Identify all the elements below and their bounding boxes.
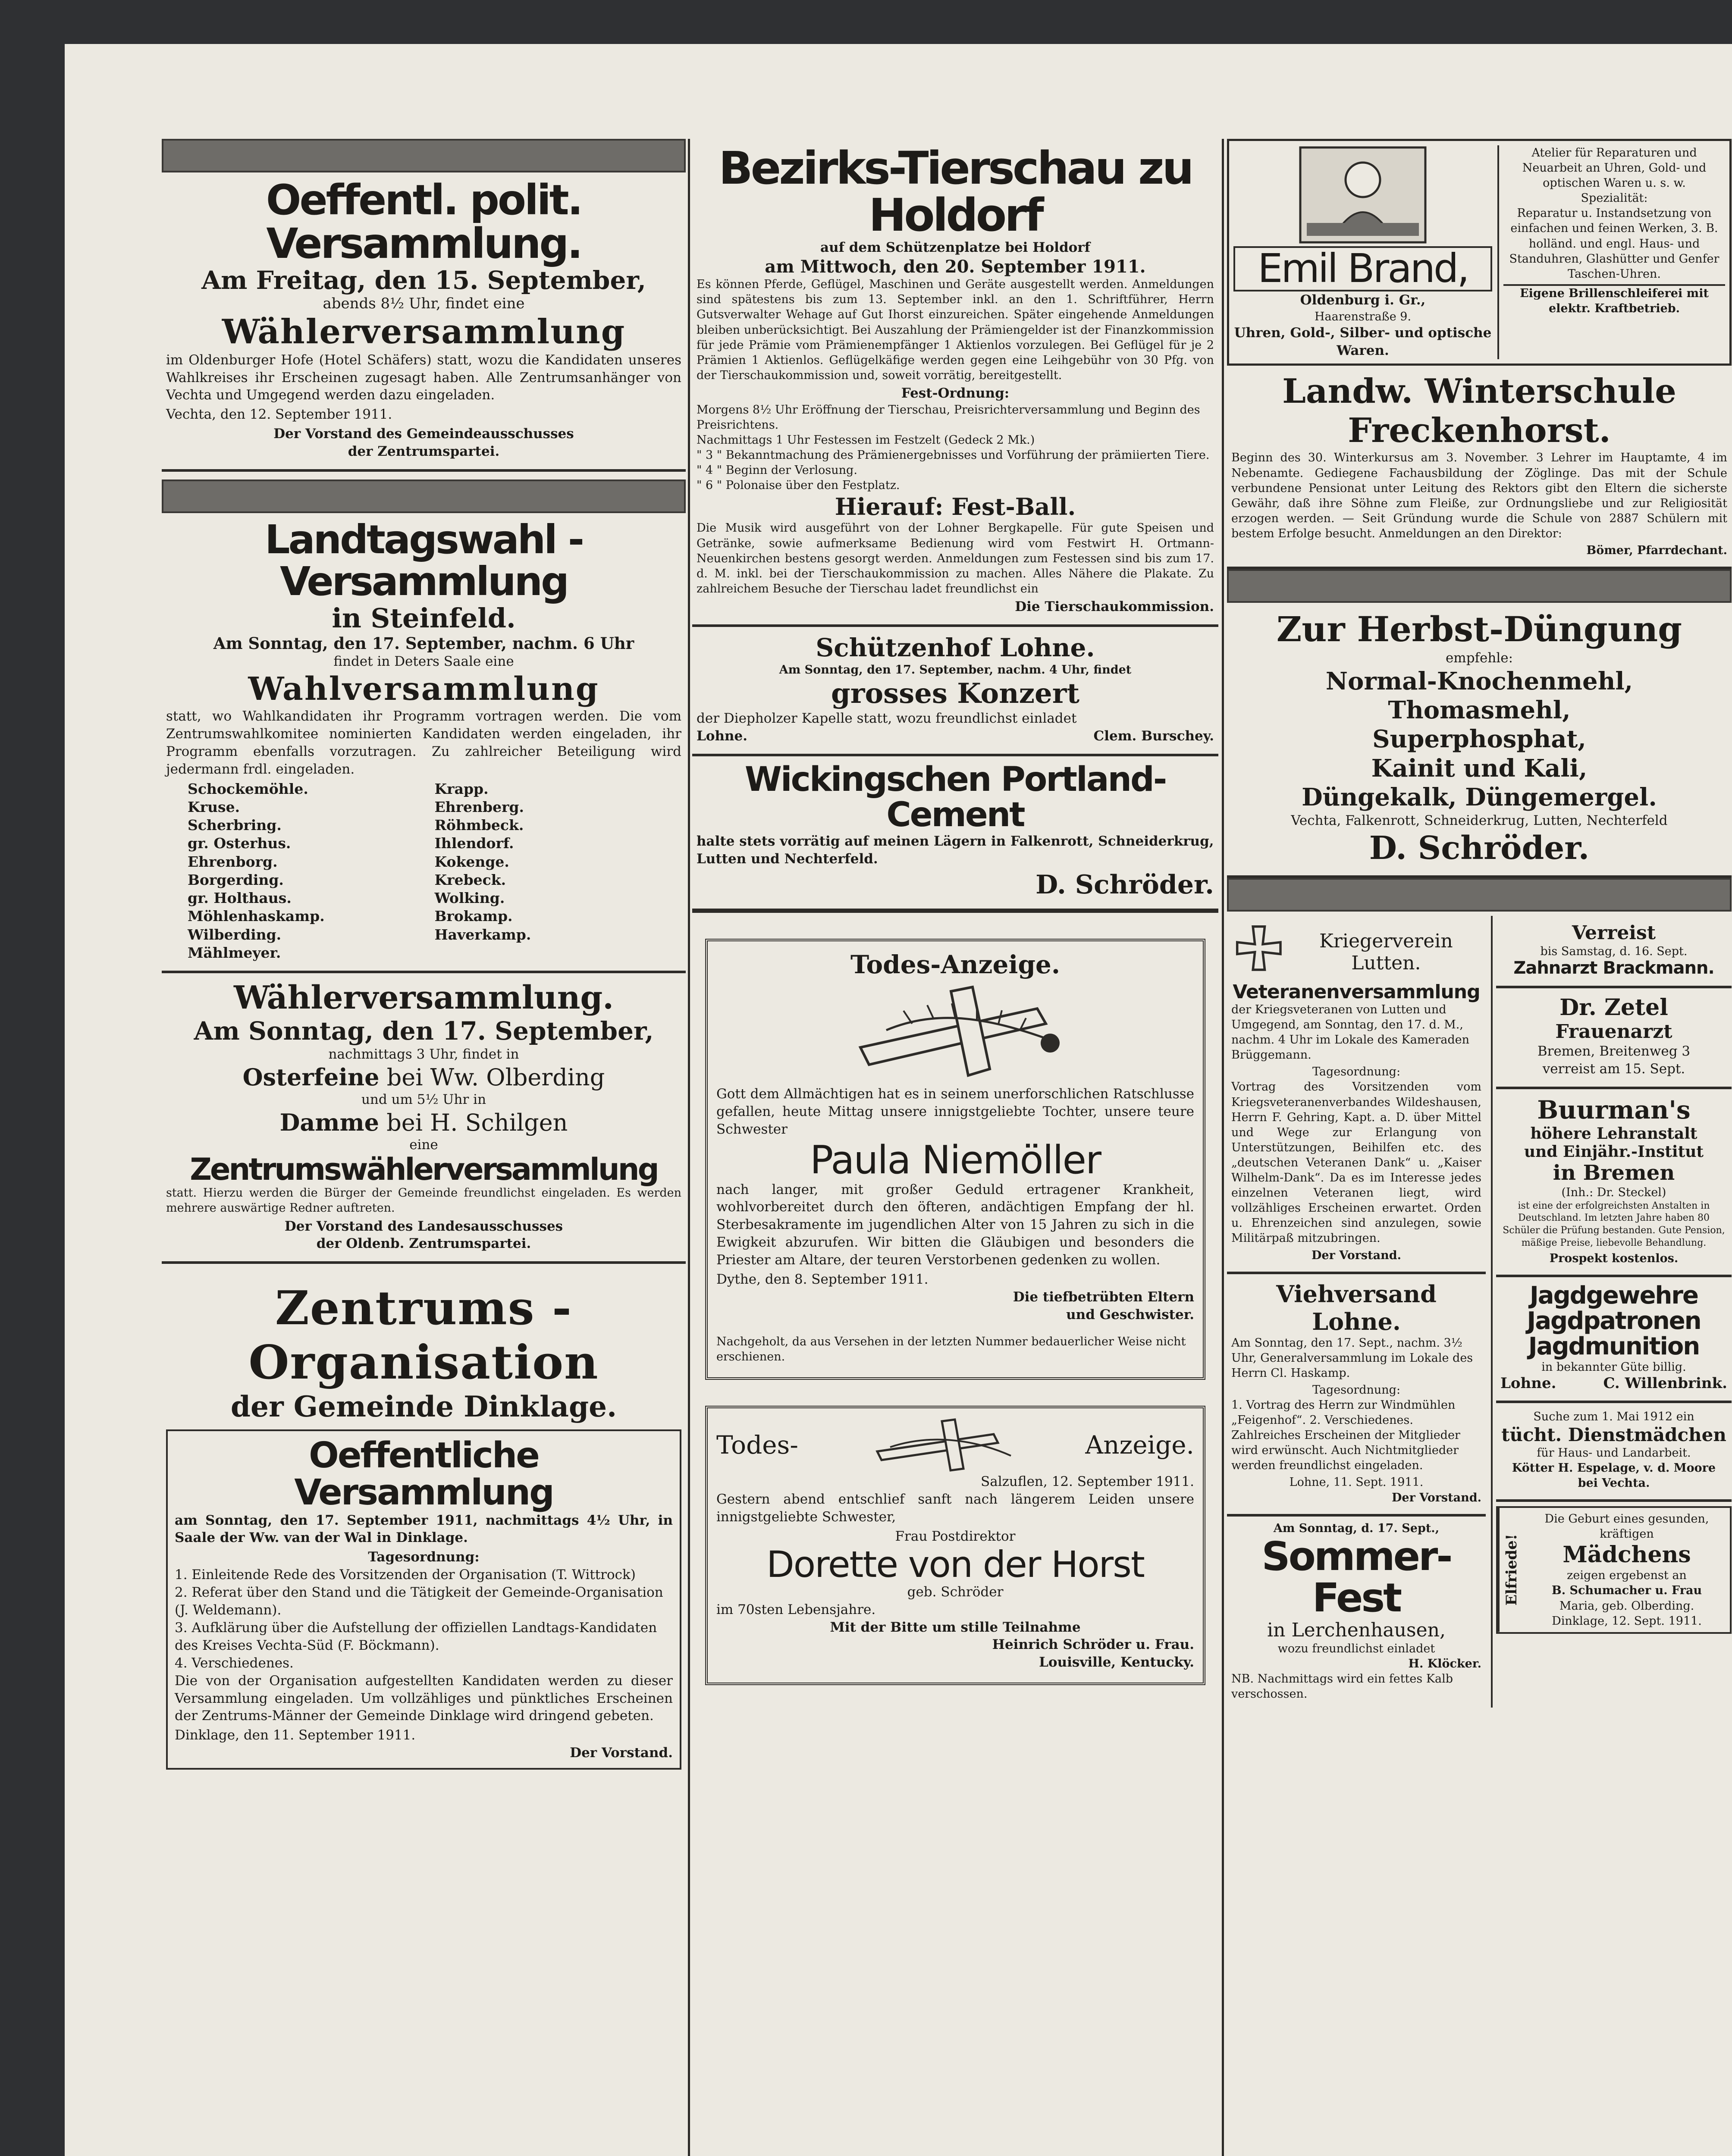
product-item: Thomasmehl, — [1388, 696, 1571, 725]
shop-footer: Eigene Brillenschleiferei mit elektr. Kraftbetrieb. — [1503, 284, 1725, 316]
signatory-name: Möhlenhaskamp. — [188, 908, 325, 925]
decorative-band — [162, 139, 686, 172]
ad-body: ist eine der erfolgreichsten Anstalten in Deutschland. Im letzten Jahre haben 80 Schüler die Prüfung bestanden. Gute Pension, mäßige Preise, liebevolle Behandlung. — [1503, 1200, 1725, 1248]
column-3-left — [1227, 916, 1486, 1708]
column-3-lower — [1227, 916, 1732, 1708]
ad-line: nachmittags 3 Uhr, findet in — [328, 1047, 519, 1062]
notice-signature: B. Schumacher u. Frau — [1551, 1584, 1702, 1598]
ad-signature: Kötter H. Espelage, v. d. Moore bei Vechta. — [1512, 1461, 1716, 1490]
ad-where: auf dem Schützenplatze bei Holdorf — [820, 240, 1090, 256]
school-bremen-ad — [1496, 1089, 1732, 1278]
signatory-name: gr. Osterhus. — [188, 835, 291, 852]
ad-body: für Haus- und Landarbeit. — [1537, 1446, 1691, 1460]
ad-signature: D. Schröder. — [1035, 870, 1214, 900]
ad-signature: Der Vorstand des Landesausschusses — [284, 1218, 563, 1234]
ad-line: und um 5½ Uhr in — [361, 1092, 486, 1107]
notice-intro: Die Geburt eines gesunden, kräftigen — [1544, 1512, 1709, 1541]
maid-ad — [1496, 1403, 1732, 1502]
product-item: Kainit und Kali, — [1371, 754, 1588, 783]
ad-place: Freckenhorst. — [1348, 411, 1611, 451]
ad-signature: Die Tierschaukommission. — [1015, 599, 1214, 614]
agenda-item: 3. Aufklärung über die Aufstellung der offiziellen Landtags-Kandidaten des Kreises Vechta-Süd (F. Böckmann). — [175, 1620, 657, 1653]
ad-quality: in bekannter Güte billig. — [1541, 1360, 1686, 1374]
cross-with-palm-icon — [864, 1417, 1020, 1473]
signatory-name: Schockemöhle. — [188, 780, 308, 797]
birth-notice — [1496, 1506, 1732, 1634]
notice-signature: und Geschwister. — [1066, 1307, 1194, 1322]
ad-date: Am Sonntag, d. 17. Sept., — [1273, 1521, 1440, 1535]
column-1 — [162, 139, 686, 1770]
notice-body: Gestern abend entschlief sanft nach längerem Leiden unsere innigstgeliebte Schwester, — [716, 1491, 1194, 1525]
ad-signature: H. Klöcker. — [1408, 1657, 1481, 1670]
signatory-name: Ihlendorf. — [434, 835, 514, 852]
watchmaker-left — [1233, 145, 1492, 359]
ad-body: statt. Hierzu werden die Bürger der Gemeinde freundlichst eingeladen. Es werden mehrere auswärtige Redner auftreten. — [166, 1186, 681, 1215]
ad-role: Frauenarzt — [1555, 1020, 1672, 1043]
death-notice-von-der-horst — [705, 1406, 1205, 1685]
agenda-item: 4. Verschiedenes. — [175, 1655, 294, 1671]
ad-signature: der Oldenb. Zentrumspartei. — [316, 1236, 531, 1252]
signatory-name: Brokamp. — [434, 908, 513, 925]
ad-time: abends 8½ Uhr, findet eine — [323, 295, 525, 312]
ad-place: Damme — [279, 1108, 380, 1136]
ad-title: Oeffentl. polit. Versammlung. — [266, 176, 582, 268]
ad-signature: Zahnarzt Brackmann. — [1513, 958, 1714, 978]
shop-city: Oldenburg i. Gr., — [1300, 292, 1426, 308]
cattle-ad — [1227, 1274, 1486, 1517]
ad-places: Vechta, Falkenrott, Schneiderkrug, Lutten, Nechterfeld — [1291, 812, 1668, 828]
ad-body: Die Musik wird ausgeführt von der Lohner Bergkapelle. Für gute Speisen und Getränke, sowie aufmerksame Bedienung wird vom Festwirt H. Ortmann-Neuenkirchen bestens gesorgt werden. Anmeldungen zum Festessen sind bis zum 17. d. M. inkl. bei der Tierschaukommission zu machen. Alles Nähere die Plakate. Zu zahlreichem Besuche der Tierschau ladet freundlichst ein — [697, 521, 1214, 595]
ad-title: Bezirks-Tierschau zu Holdorf — [719, 142, 1192, 242]
decorative-band — [1227, 878, 1732, 912]
ad-heading: tücht. Dienstmädchen — [1501, 1424, 1726, 1445]
column-rule — [1222, 139, 1224, 2156]
product-item: Jagdpatronen — [1527, 1307, 1701, 1335]
ad-inst: und Einjähr.-Institut — [1524, 1142, 1704, 1161]
notice-title: Anzeige. — [1085, 1430, 1194, 1460]
ad-body: der Kriegsveteranen von Lutten und Umgegend, am Sonntag, den 17. d. M., nachm. 4 Uhr im Lokale des Kameraden Brüggemann. — [1231, 1003, 1470, 1062]
hunting-ad — [1496, 1277, 1732, 1403]
notice-signature: Die tiefbetrübten Eltern — [1013, 1289, 1194, 1305]
ad-heading: Zentrumswählerversammlung — [190, 1151, 658, 1187]
notice-body: nach langer, mit großer Geduld ertragener Krankheit, wohlvorbereitet durch den öfteren, andächtigen Empfang der hl. Sterbesakramente im jugendlichen Alter von 15 Jahren zu sich in die Ewigkeit abzurufen. Wir bitten die Gläubigen und besonders die Priester am Altare, der teuren Verstorbenen gedenken zu wollen. — [716, 1181, 1194, 1268]
summer-fest-ad — [1227, 1517, 1486, 1708]
product-item: Jagdmunition — [1528, 1332, 1700, 1360]
ad-body: der Diepholzer Kapelle statt, wozu freundlichst einladet — [697, 710, 1077, 726]
order-item: " 4 " Beginn der Verlosung. — [697, 464, 857, 477]
ad-body: wozu freundlichst einladet — [1277, 1642, 1435, 1655]
ad-prospectus: Prospekt kostenlos. — [1549, 1252, 1679, 1266]
ad-city: in Bremen — [1553, 1160, 1675, 1185]
notice-signature: Louisville, Kentucky. — [1039, 1655, 1194, 1670]
ad-title: Wählerversammlung. — [233, 979, 614, 1017]
ad-place: Lohne. — [697, 728, 748, 744]
death-notice-niemoeller — [705, 939, 1205, 1380]
ad-body: halte stets vorrätig auf meinen Lägern in Falkenrott, Schneiderkrug, Lutten und Nechterfeld. — [697, 834, 1214, 867]
order-item: " 6 " Polonaise über den Festplatz. — [697, 479, 900, 492]
ad-signature: Der Vorstand. — [1392, 1491, 1481, 1504]
ad-where: findet in Deters Saale eine — [333, 654, 514, 670]
signatory-name: Krebeck. — [434, 871, 506, 888]
signatory-name: Ehrenborg. — [188, 853, 278, 870]
notice-place-date: Salzuflen, 12. September 1911. — [980, 1473, 1194, 1489]
ad-body: verreist am 15. Sept. — [1542, 1061, 1685, 1077]
order-item: Nachmittags 1 Uhr Festessen im Festzelt (Gedeck 2 Mk.) — [697, 433, 1035, 447]
agenda-title: Tagesordnung: — [368, 1549, 480, 1565]
notice-side-label: Elfriede! — [1498, 1508, 1524, 1632]
notice-title: Todes-Anzeige. — [850, 950, 1061, 980]
cement-ad — [692, 756, 1218, 913]
decorative-band — [162, 479, 686, 513]
ad-title: Buurman's — [1537, 1095, 1691, 1125]
notice-request: Mit der Bitte um stille Teilnahme — [830, 1619, 1081, 1635]
ad-signature: Der Vorstand des Gemeindeausschusses — [273, 426, 574, 442]
ad-line: eine — [409, 1137, 438, 1153]
shop-street: Haarenstraße 9. — [1314, 310, 1412, 323]
watchmaker-ad — [1227, 139, 1732, 366]
signatory-name: Ehrenberg. — [434, 798, 524, 815]
iron-cross-icon — [1231, 922, 1286, 982]
ad-body: Suche zum 1. Mai 1912 ein — [1533, 1410, 1694, 1423]
watchmaker-right — [1497, 145, 1725, 359]
notice-title: Todes- — [716, 1430, 798, 1460]
ad-body: im Oldenburger Hofe (Hotel Schäfers) statt, wozu die Kandidaten unseres Wahlkreises ihr Erscheinen zugesagt haben. Alle Zentrumsanhänger von Vechta und Umgegend werden dazu eingeladen. — [166, 352, 681, 403]
ad-signature: Bömer, Pfarrdechant. — [1586, 543, 1727, 557]
signatories-list — [166, 780, 681, 962]
agenda-title: Tagesordnung: — [1312, 1383, 1401, 1397]
dentist-ad — [1496, 916, 1732, 988]
ad-ball: Hierauf: Fest-Ball. — [835, 493, 1076, 521]
ad-place: in Lerchenhausen, — [1267, 1619, 1446, 1641]
tierschau-ad — [692, 139, 1218, 627]
ad-place-host: bei H. Schilgen — [386, 1109, 568, 1136]
ad-title: Zur Herbst-Düngung — [1276, 609, 1682, 650]
shop-services: Atelier für Reparaturen und Neuarbeit an Uhren, Gold- und optischen Waren u. s. w. — [1522, 146, 1707, 190]
ad-address: Bremen, Breitenweg 3 — [1537, 1043, 1691, 1059]
order-item: Morgens 8½ Uhr Eröffnung der Tierschau, Preisrichterversammlung und Beginn des Preisrichtens. — [697, 403, 1200, 432]
signatory-name: Wolking. — [434, 890, 505, 907]
ad-heading: grosses Konzert — [831, 677, 1080, 710]
signatory-name: Krapp. — [434, 780, 489, 797]
ad-body: bis Samstag, d. 16. Sept. — [1540, 944, 1688, 958]
ad-box — [166, 1429, 681, 1770]
signatory-name: gr. Holthaus. — [188, 890, 292, 907]
ad-type: höhere Lehranstalt — [1530, 1124, 1697, 1143]
cross-with-palm-icon — [835, 983, 1076, 1082]
ad-signature: der Zentrumspartei. — [348, 444, 500, 460]
ad-place-host: bei Ww. Olberding — [386, 1064, 605, 1091]
ad-heading: Veteranenversammlung — [1233, 981, 1480, 1003]
signatory-name: Kruse. — [188, 798, 240, 815]
agenda-title: Tagesordnung: — [1312, 1065, 1401, 1079]
notice-note: Nachgeholt, da aus Versehen in der letzten Nummer bedauerlicher Weise nicht erschienen. — [716, 1335, 1186, 1363]
ad-intro: empfehle: — [1445, 650, 1513, 666]
ad-place: Osterfeine — [242, 1063, 380, 1091]
ad-note: Die von der Organisation aufgestellten Kandidaten werden zu dieser Versammlung eingeladen. Um vollzähliges und pünktliches Erscheinen der Zentrums-Männer der Gemeinde Dinklage wird dringend gebeten. — [175, 1673, 673, 1724]
column-2 — [692, 139, 1218, 1691]
shop-name: Emil Brand, — [1233, 246, 1492, 291]
schuetzenhof-ad — [692, 627, 1218, 756]
notice-body: Gott dem Allmächtigen hat es in seinem unerforschlichen Ratschlusse gefallen, heute Mittag unsere innigstgeliebte Tochter, unsere teure Schwester — [716, 1086, 1194, 1138]
column-3 — [1227, 139, 1732, 1708]
ad-title: Landw. Winterschule — [1282, 372, 1676, 411]
signatory-name: Borgerding. — [188, 871, 284, 888]
notice-name: Dorette von der Horst — [766, 1543, 1144, 1586]
ad-place: Lohne. — [1500, 1374, 1556, 1392]
column-3-right — [1491, 916, 1732, 1708]
ad-signature: Clem. Burschey. — [1093, 728, 1214, 744]
newspaper-page — [65, 44, 1732, 2156]
notice-pre: Frau Postdirektor — [895, 1528, 1016, 1544]
product-item: Düngekalk, Düngemergel. — [1302, 783, 1657, 812]
landtag-meeting-ad — [162, 513, 686, 973]
ad-heading: Wählerversammlung — [222, 312, 626, 351]
ad-body: Am Sonntag, den 17. Sept., nachm. 3½ Uhr, Generalversammlung im Lokale des Herrn Cl. Haskamp. — [1231, 1336, 1473, 1380]
signatory-name: Kokenge. — [434, 853, 509, 870]
ad-body: statt, wo Wahlkandidaten ihr Programm vortragen werden. Die vom Zentrumswahlkomitee nominierten Kandidaten werden eingeladen, ihr Programm ebenfalls vorzutragen. Zu zahlreicher Beteiligung wird jedermann frdl. eingeladen. — [166, 708, 681, 777]
notice-signature: Maria, geb. Olberding. — [1559, 1599, 1694, 1613]
ad-title: Landtagswahl - Versammlung — [264, 517, 583, 605]
ad-title: Wickingschen Portland-Cement — [744, 760, 1166, 834]
political-meeting-ad — [162, 172, 686, 472]
product-item: Jagdgewehre — [1529, 1282, 1698, 1310]
ad-title: Viehversand Lohne. — [1276, 1280, 1437, 1335]
notice-place-date: Dythe, den 8. September 1911. — [716, 1272, 929, 1288]
fertilizer-ad — [1227, 603, 1732, 878]
doctor-ad — [1496, 988, 1732, 1089]
ad-date: am Sonntag, den 17. September 1911, nachmittags 4½ Uhr, in Saale der Ww. van der Wal in Dinklage. — [175, 1512, 673, 1546]
voter-meeting-ad — [162, 973, 686, 1264]
signatory-name: Röhmbeck. — [434, 817, 524, 834]
ad-heading: Wahlversammlung — [248, 671, 599, 708]
signatory-name: Mählmeyer. — [188, 944, 281, 961]
notice-signature: Heinrich Schröder u. Frau. — [992, 1637, 1194, 1653]
notice-heading: Mädchens — [1563, 1542, 1691, 1568]
order-title: Fest-Ordnung: — [901, 385, 1010, 401]
ad-date: Am Sonntag, den 17. September, nachm. 6 Uhr — [213, 634, 634, 653]
agenda-item: 1. Einleitende Rede des Vorsitzenden der Organisation (T. Wittrock) — [175, 1567, 636, 1583]
ad-title: Schützenhof Lohne. — [816, 633, 1095, 662]
signatory-name: Wilberding. — [188, 926, 282, 943]
ad-title: Zentrums - Organisation — [248, 1281, 599, 1390]
ad-body: Es können Pferde, Geflügel, Maschinen und Geräte ausgestellt werden. Anmeldungen sind spätestens bis zum 13. September inkl. an den 1. Schriftführer, Herrn Gutsverwalter Wehage auf Gut Ihorst einzureichen. Später eingehende Anmeldungen bleiben unberücksichtigt. Bei Auszahlung der Prämiengelder ist der Finanzkommission für jede Prämie vom Prämienempfänger 1 Aktienlos vorzulegen. Bei Geflügel für je 2 Prämien 1 Aktienlos. Geflügelkäfige werden gegen eine Leihgebühr von 30 Pfg. von der Tierschaukommission und, soweit vorrätig, bereitgestellt. — [697, 278, 1214, 382]
column-rule — [688, 139, 690, 2156]
ad-heading: Oeffentliche Versammlung — [294, 1435, 553, 1514]
ad-subtitle: der Gemeinde Dinklage. — [230, 1390, 617, 1424]
ad-signature: Der Vorstand. — [570, 1745, 673, 1761]
ad-title: Verreist — [1572, 921, 1656, 944]
signatory-name: Haverkamp. — [434, 926, 531, 943]
special-text: Reparatur u. Instandsetzung von einfachen und feinen Werken, 3. B. holländ. und engl. Haus- und Standuhren, Glashütter und Genfer Taschen-Uhren. — [1509, 207, 1719, 281]
signatory-name — [435, 944, 682, 962]
ad-signature: Der Vorstand. — [1312, 1248, 1401, 1262]
notice-born: geb. Schröder — [907, 1584, 1004, 1600]
order-item: " 3 " Bekanntmachung des Prämienergebnisses und Vorführung der prämiierten Tiere. — [697, 448, 1210, 462]
ad-note: NB. Nachmittags wird ein fettes Kalb verschossen. — [1231, 1672, 1453, 1701]
ad-heading: Sommer-Fest — [1261, 1533, 1451, 1621]
product-item: Superphosphat, — [1372, 725, 1586, 754]
veterans-ad — [1227, 916, 1486, 1274]
zentrum-organisation-ad — [162, 1264, 686, 1770]
notice-body: zeigen ergebenst an — [1567, 1569, 1687, 1583]
agenda-body: Vortrag des Vorsitzenden vom Kriegsveteranenverbandes Wildeshausen, Herrn F. Gehring, Kapt. a. D. über Mittel und Wege zur Erlangung von Unterstützungen, Beihilfen etc. des „deutschen Veteranen Dank“ u. „Kaiser Wilhelm-Dank“. Da es im Interesse jedes einzelnen Veteranen liegt, wird vollzähliges Erscheinen erwartet. Orden u. Ehrenzeichen sind anzulegen, sowie Militärpaß mitzubringen. — [1231, 1080, 1481, 1245]
ad-signature: D. Schröder. — [1369, 829, 1590, 867]
notice-age: im 70sten Lebensjahre. — [716, 1601, 876, 1617]
notice-name: Paula Niemöller — [810, 1138, 1101, 1183]
notice-place-date: Dinklage, 12. Sept. 1911. — [1552, 1614, 1702, 1628]
agenda-item: 2. Referat über den Stand und die Tätigkeit der Gemeinde-Organisation (J. Weldemann). — [175, 1585, 663, 1618]
ad-place: in Steinfeld. — [332, 602, 516, 634]
ad-date: Am Sonntag, den 17. September, — [194, 1016, 654, 1046]
special-title: Spezialität: — [1581, 191, 1648, 205]
ad-title: Kriegerverein Lutten. — [1319, 930, 1453, 974]
ad-date: Am Sonntag, den 17. September, nachm. 4 Uhr, findet — [779, 663, 1132, 677]
ad-signature: C. Willenbrink. — [1603, 1374, 1727, 1392]
winter-school-ad — [1227, 366, 1732, 569]
ad-date: am Mittwoch, den 20. September 1911. — [765, 257, 1146, 277]
watchmaker-illustration-icon — [1298, 145, 1428, 244]
ad-place-date: Lohne, 11. Sept. 1911. — [1289, 1476, 1424, 1489]
ad-date: Am Freitag, den 15. September, — [201, 265, 646, 295]
ad-owner: (Inh.: Dr. Steckel) — [1561, 1185, 1666, 1199]
agenda-body: 1. Vortrag des Herrn zur Windmühlen „Feigenhof“. 2. Verschiedenes. Zahlreiches Erscheinen der Mitglieder wird erwünscht. Auch Nichtmitglieder werden freundlichst eingeladen. — [1231, 1398, 1460, 1473]
ad-place-date: Vechta, den 12. September 1911. — [166, 407, 392, 423]
ad-title: Dr. Zetel — [1559, 994, 1668, 1021]
decorative-band — [1227, 569, 1732, 603]
product-item: Normal-Knochenmehl, — [1325, 667, 1633, 696]
shop-goods: Uhren, Gold-, Silber- und optische Waren. — [1234, 325, 1492, 358]
signatory-name: Scherbring. — [188, 817, 282, 834]
ad-place-date: Dinklage, den 11. September 1911. — [175, 1727, 416, 1743]
ad-body: Beginn des 30. Winterkursus am 3. November. 3 Lehrer im Hauptamte, 4 im Nebenamte. Gediegene Fachausbildung der Zöglinge. Das mit der Schule verbundene Pensionat unter Leitung des Rektors gibt den Eltern die sicherste Gewähr, daß ihre Söhne zum Fleiße, zur Ordnungsliebe und zur Religiosität erzogen werden. — Seit Gründung wurde die Schule von 2887 Schülern mit bestem Erfolge besucht. Anmeldungen an den Direktor: — [1231, 451, 1727, 540]
